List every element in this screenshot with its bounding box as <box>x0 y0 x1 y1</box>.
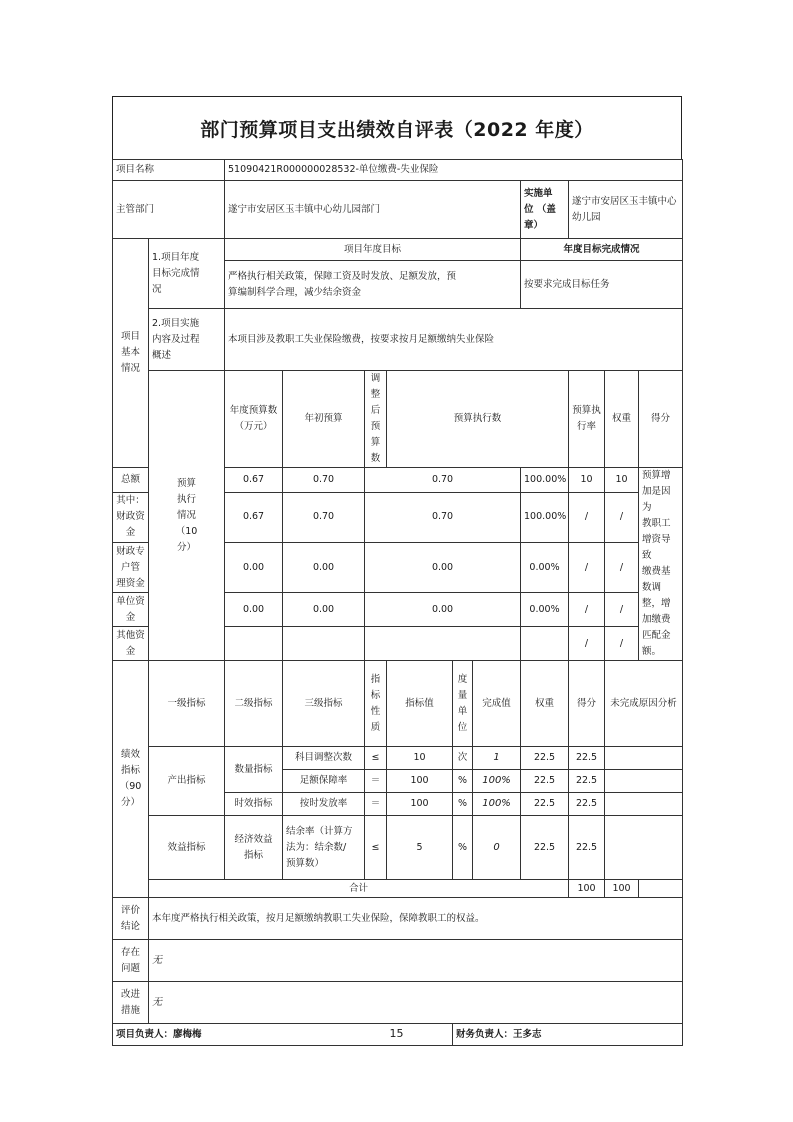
label-line: 经济效益 <box>234 833 273 845</box>
reason-line: 加缴费匹配金额。 <box>642 614 671 657</box>
label-line: 1.项目年度 <box>152 251 200 263</box>
reason-value <box>605 793 683 816</box>
dept-label: 主管部门 <box>113 181 225 239</box>
completion-value: 0 <box>473 816 521 880</box>
header-line: 度 <box>457 673 468 685</box>
label-line: 评价 <box>120 904 140 916</box>
implementation-text: 本项目涉及教职工失业保险缴费，按要求按月足额缴纳失业保险 <box>225 309 683 371</box>
weight-value: 10 <box>569 468 605 493</box>
adjusted-value <box>283 627 365 661</box>
label-line: 分） <box>177 541 197 553</box>
text-line: 严格执行相关政策，保障工资及时发放、足额发放，预 <box>228 270 457 282</box>
row-name <box>113 492 149 542</box>
initial-value: 0.67 <box>225 492 283 542</box>
dept-value: 遂宁市安居区玉丰镇中心幼儿园部门 <box>225 181 521 239</box>
score-value: / <box>605 593 639 627</box>
label-line: 绩效 <box>120 749 140 760</box>
table-row <box>113 747 683 770</box>
goal-header: 项目年度目标 <box>225 239 521 261</box>
annual-goal-label <box>149 239 225 309</box>
reason-line: 预算增加是因为 <box>642 470 671 513</box>
weight-value: / <box>569 492 605 542</box>
adjusted-budget-header: 调整后预算数 <box>365 371 387 468</box>
table-row <box>113 816 683 880</box>
name-line: 金 <box>125 527 136 539</box>
rate-value <box>521 627 569 661</box>
executed-budget-header: 预算执行数 <box>387 371 569 468</box>
target-value: 100 <box>387 793 453 816</box>
header-line: 性 <box>370 705 381 717</box>
label-line: 基本 <box>120 347 140 358</box>
header-line: 量 <box>457 689 468 701</box>
executed-value: 0.70 <box>365 492 521 542</box>
nature-value: ≤ <box>365 816 387 880</box>
quantity-indicator: 数量指标 <box>225 747 283 793</box>
unit-value: 次 <box>453 747 473 770</box>
label-line: 况 <box>152 283 162 295</box>
label-line: 目标完成情 <box>152 267 200 279</box>
nature-value: ≤ <box>365 747 387 770</box>
total-row <box>113 880 683 898</box>
row-name: 其他资金 <box>113 627 149 661</box>
text-line: 预算数） <box>286 857 325 869</box>
project-name-label: 项目名称 <box>113 160 225 181</box>
timeliness-indicator: 时效指标 <box>225 793 283 816</box>
label-line: 指标 <box>244 849 264 861</box>
project-leader: 项目负责人：廖梅梅 <box>113 1024 453 1046</box>
score-value: 22.5 <box>569 747 605 770</box>
total-score: 100 <box>605 880 639 898</box>
weight-value: 22.5 <box>521 770 569 793</box>
initial-value: 0.00 <box>225 593 283 627</box>
issues-label <box>113 940 149 982</box>
target-value: 5 <box>387 816 453 880</box>
header-line: 行率 <box>577 421 597 432</box>
impl-unit-label-line: 章） <box>524 219 544 231</box>
name-line: 财政专户管 <box>116 545 145 573</box>
level1-header: 一级指标 <box>149 661 225 747</box>
score-header: 得分 <box>569 661 605 747</box>
improvement-text: 无 <box>149 982 683 1024</box>
unit-header <box>453 661 473 747</box>
score-value: 10 <box>605 468 639 493</box>
row-name <box>113 542 149 592</box>
economic-benefit-indicator <box>225 816 283 880</box>
implementation-label <box>149 309 225 371</box>
score-value: / <box>605 492 639 542</box>
adjusted-value: 0.00 <box>283 542 365 592</box>
self-evaluation-form <box>112 96 682 1046</box>
label-line: 改进 <box>120 988 140 1000</box>
score-value: / <box>605 627 639 661</box>
row-name: 单位资金 <box>113 593 149 627</box>
execution-rate-header <box>569 371 605 468</box>
label-line: 措施 <box>120 1004 140 1016</box>
executed-value: 0.00 <box>365 542 521 592</box>
level3-header: 三级指标 <box>283 661 365 747</box>
basic-info-label <box>113 239 149 468</box>
annual-budget-header <box>225 371 283 468</box>
total-label: 合计 <box>149 880 569 898</box>
text-line: 法为：结余数/ <box>286 841 347 853</box>
score-value: 22.5 <box>569 793 605 816</box>
header-line: 位 <box>457 721 468 733</box>
label-line: 项目 <box>120 331 140 342</box>
header-line: （万元） <box>234 421 273 432</box>
text-line: 算编制科学合理，减少结余资金 <box>228 286 362 298</box>
label-line: 概述 <box>152 349 172 361</box>
adjusted-value: 0.70 <box>283 468 365 493</box>
performance-label <box>113 661 149 898</box>
header-line: 预算执 <box>572 405 601 416</box>
goal-text <box>225 261 521 309</box>
weight-header: 权重 <box>521 661 569 747</box>
label-line: 预算 <box>177 477 197 489</box>
impl-unit-value: 遂宁市安居区玉丰镇中心幼儿园 <box>569 181 683 239</box>
completion-value: 100% <box>473 793 521 816</box>
adjusted-value: 0.00 <box>283 593 365 627</box>
row-name: 总额 <box>113 468 149 493</box>
total-blank <box>639 880 683 898</box>
executed-value <box>365 627 521 661</box>
score-value: 22.5 <box>569 816 605 880</box>
impl-unit-label-line: 位 （盖 <box>524 203 556 215</box>
header-line: 标 <box>370 689 381 701</box>
target-value: 100 <box>387 770 453 793</box>
rate-value: 100.00% <box>521 492 569 542</box>
rate-value: 0.00% <box>521 593 569 627</box>
unit-value: % <box>453 793 473 816</box>
level3-value: 按时发放率 <box>283 793 365 816</box>
label-line: 结论 <box>120 920 140 932</box>
weight-value: 22.5 <box>521 793 569 816</box>
executed-value: 0.00 <box>365 593 521 627</box>
name-line: 理资金 <box>116 577 145 589</box>
nature-value: ＝ <box>365 770 387 793</box>
completion-text: 按要求完成目标任务 <box>521 261 683 309</box>
initial-value <box>225 627 283 661</box>
nature-value: ＝ <box>365 793 387 816</box>
weight-value: 22.5 <box>521 816 569 880</box>
adjusted-value: 0.70 <box>283 492 365 542</box>
reason-value <box>605 816 683 880</box>
header-line: 质 <box>370 721 381 733</box>
completion-value-header: 完成值 <box>473 661 521 747</box>
impl-unit-label <box>521 181 569 239</box>
executed-value: 0.70 <box>365 468 521 493</box>
target-value-header: 指标值 <box>387 661 453 747</box>
impl-unit-label-line: 实施单 <box>524 187 553 199</box>
label-line: 执行 <box>177 493 197 505</box>
header-line: 年度预算数 <box>229 405 278 416</box>
page-number: 15 <box>389 1027 404 1040</box>
score-header: 得分 <box>639 371 683 468</box>
label-line: 2.项目实施 <box>152 317 200 329</box>
completion-header: 年度目标完成情况 <box>521 239 683 261</box>
weight-value: / <box>569 627 605 661</box>
initial-value: 0.00 <box>225 542 283 592</box>
level3-value: 科目调整次数 <box>283 747 365 770</box>
initial-budget-header: 年初预算 <box>283 371 365 468</box>
level3-value: 足额保障率 <box>283 770 365 793</box>
evaluation-label <box>113 898 149 940</box>
completion-value: 100% <box>473 770 521 793</box>
weight-header: 权重 <box>605 371 639 468</box>
target-value: 10 <box>387 747 453 770</box>
evaluation-table <box>112 159 683 1046</box>
text-line: 结余率（计算方 <box>286 825 353 837</box>
budget-execution-label <box>149 371 225 661</box>
evaluation-text: 本年度严格执行相关政策，按月足额缴纳教职工失业保险，保障教职工的权益。 <box>149 898 683 940</box>
weight-value: / <box>569 593 605 627</box>
improvement-label <box>113 982 149 1024</box>
header-line: 单 <box>457 705 468 717</box>
benefit-indicator: 效益指标 <box>149 816 225 880</box>
finance-leader: 财务负责人：王多志 <box>453 1024 683 1046</box>
nature-header <box>365 661 387 747</box>
issues-text: 无 <box>149 940 683 982</box>
level2-header: 二级指标 <box>225 661 283 747</box>
score-value: 22.5 <box>569 770 605 793</box>
label-line: 分） <box>120 797 140 808</box>
label-line: 情况 <box>120 363 140 374</box>
completion-value: 1 <box>473 747 521 770</box>
reason-value <box>605 770 683 793</box>
reason-line: 缴费基数调整，增 <box>642 566 671 609</box>
rate-value: 0.00% <box>521 542 569 592</box>
label-line: 内容及过程 <box>152 333 200 345</box>
rate-value: 100.00% <box>521 468 569 493</box>
level3-value <box>283 816 365 880</box>
reason-value <box>605 747 683 770</box>
unit-value: % <box>453 816 473 880</box>
label-line: （10 <box>175 525 198 537</box>
label-line: （90 <box>119 781 142 792</box>
label-line: 指标 <box>120 765 140 776</box>
label-line: 情况 <box>177 509 197 521</box>
project-name-value: 51090421R000000028532-单位缴费-失业保险 <box>225 160 683 181</box>
output-indicator: 产出指标 <box>149 747 225 816</box>
weight-value: / <box>569 542 605 592</box>
budget-reason <box>639 468 683 661</box>
header-line: 指 <box>370 673 381 685</box>
name-line: 其中：财政资 <box>116 495 145 523</box>
label-line: 问题 <box>120 962 140 974</box>
total-weight: 100 <box>569 880 605 898</box>
weight-value: 22.5 <box>521 747 569 770</box>
initial-value: 0.67 <box>225 468 283 493</box>
unit-value: % <box>453 770 473 793</box>
unfinished-reason-header: 未完成原因分析 <box>605 661 683 747</box>
form-title: 部门预算项目支出绩效自评表（2022 年度） <box>112 96 682 159</box>
label-line: 存在 <box>120 946 140 958</box>
score-value: / <box>605 542 639 592</box>
reason-line: 教职工增资导致 <box>642 518 671 561</box>
